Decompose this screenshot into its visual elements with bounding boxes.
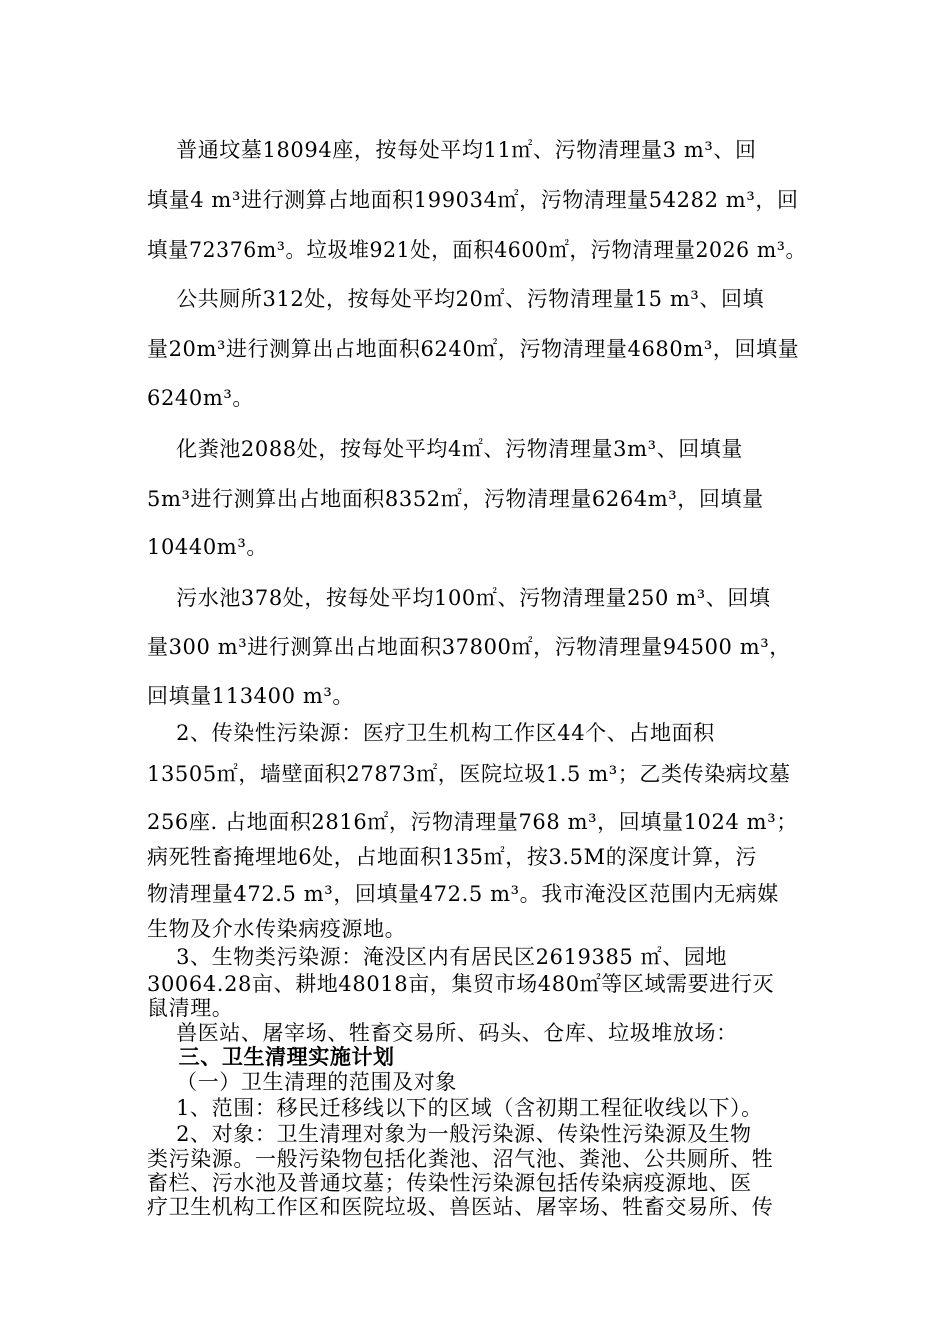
paragraph-line: 13505㎡，墙壁面积27873㎡，医院垃圾1.5 m³；乙类传染病坟墓 — [147, 762, 791, 786]
paragraph-line: 普通坟墓18094座，按每处平均11㎡、污物清理量3 m³、回 — [147, 138, 757, 162]
paragraph-line: 256座. 占地面积2816㎡，污物清理量768 m³，回填量1024 m³； — [147, 810, 798, 834]
paragraph-line: 物清理量472.5 m³，回填量472.5 m³。我市淹没区范围内无病媒 — [147, 882, 779, 906]
paragraph-line: 畜栏、污水池及普通坟墓；传染性污染源包括传染病疫源地、医 — [147, 1171, 752, 1195]
paragraph-line: 化粪池2088处，按每处平均4㎡、污物清理量3m³、回填量 — [147, 437, 743, 461]
paragraph-line: 量300 m³进行测算出占地面积37800㎡，污物清理量94500 m³， — [147, 635, 791, 659]
paragraph-line: 10440m³。 — [147, 535, 268, 559]
paragraph-line: 填量72376m³。垃圾堆921处，面积4600㎡，污物清理量2026 m³。 — [147, 238, 807, 262]
paragraph-line: 污水池378处，按每处平均100㎡、污物清理量250 m³、回填 — [147, 586, 771, 610]
section-heading: 三、卫生清理实施计划 — [147, 1045, 395, 1069]
paragraph-line: 病死牲畜掩埋地6处，占地面积135㎡，按3.5M的深度计算，污 — [147, 845, 757, 869]
paragraph-line: 鼠清理。 — [147, 996, 234, 1020]
subsection-heading: （一）卫生清理的范围及对象 — [147, 1070, 457, 1094]
paragraph-line: 1、范围：移民迁移线以下的区域（含初期工程征收线以下）。 — [147, 1096, 763, 1120]
paragraph-line: 公共厕所312处，按每处平均20㎡、污物清理量15 m³、回填 — [147, 287, 765, 311]
paragraph-line: 回填量113400 m³。 — [147, 684, 354, 708]
paragraph-line: 6240m³。 — [147, 386, 254, 410]
paragraph-line: 兽医站、屠宰场、牲畜交易所、码头、仓库、垃圾堆放场： — [147, 1021, 738, 1045]
paragraph-line: 2、对象：卫生清理对象为一般污染源、传染性污染源及生物 — [147, 1122, 752, 1146]
paragraph-line: 2、传染性污染源：医疗卫生机构工作区44个、占地面积 — [147, 721, 715, 745]
paragraph-line: 生物及介水传染病疫源地。 — [147, 917, 407, 941]
paragraph-line: 30064.28亩、耕地48018亩，集贸市场480㎡等区域需要进行灭 — [147, 972, 775, 996]
paragraph-line: 3、生物类污染源：淹没区内有居民区2619385 ㎡、园地 — [147, 945, 728, 969]
paragraph-line: 5m³进行测算出占地面积8352㎡，污物清理量6264m³，回填量 — [147, 487, 764, 511]
paragraph-line: 类污染源。一般污染物包括化粪池、沼气池、粪池、公共厕所、牲 — [147, 1147, 774, 1171]
paragraph-line: 填量4 m³进行测算占地面积199034㎡，污物清理量54282 m³，回 — [147, 188, 799, 212]
paragraph-line: 量20m³进行测算出占地面积6240㎡，污物清理量4680m³，回填量 — [147, 337, 800, 361]
paragraph-line: 疗卫生机构工作区和医院垃圾、兽医站、屠宰场、牲畜交易所、传 — [147, 1195, 774, 1219]
